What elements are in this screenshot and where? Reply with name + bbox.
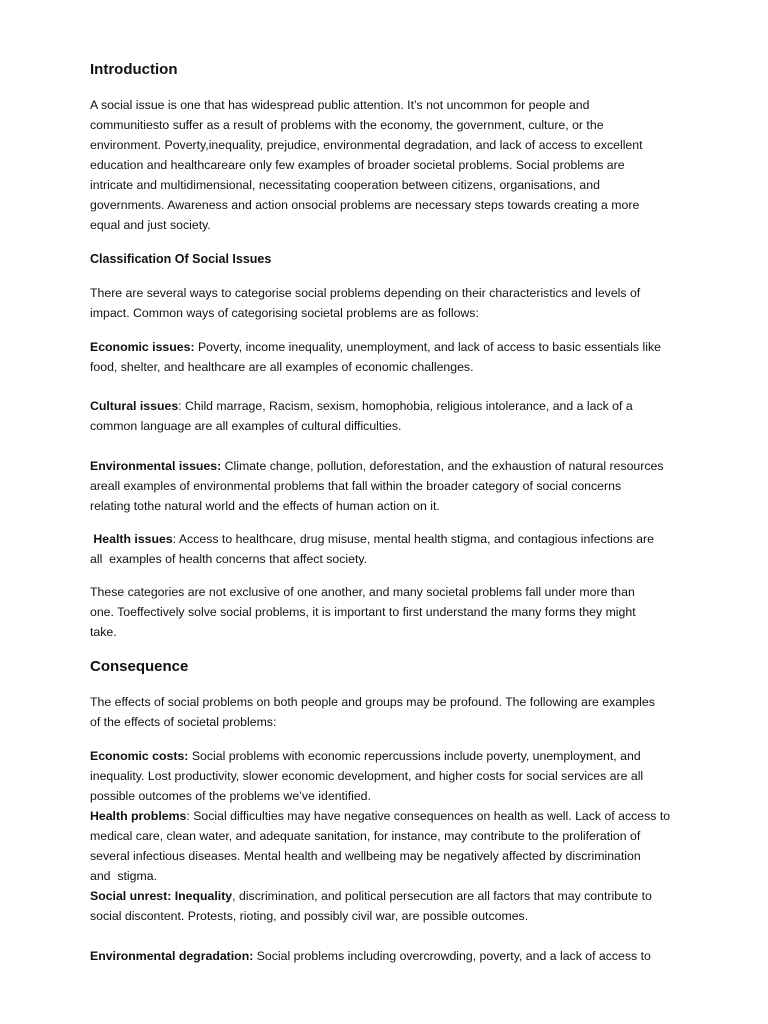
label-health-problems: Health problems xyxy=(90,809,187,823)
text-line: governments. Awareness and action onsocial problems are necessary steps towards creating a more xyxy=(90,198,640,212)
text-line: common language are all examples of cultural difficulties. xyxy=(90,419,402,433)
text-line: impact. Common ways of categorising societal problems are as follows: xyxy=(90,306,479,320)
label-separator: : xyxy=(167,889,175,903)
heading-introduction: Introduction xyxy=(90,61,178,78)
text-fragment: Social problems including overcrowding, poverty, and a lack of access to xyxy=(253,949,651,963)
text-line: medical care, clean water, and adequate sanitation, for instance, may contribute to the proliferation of xyxy=(90,829,641,843)
text-line: intricate and multidimensional, necessitating cooperation between citizens, organisations, and xyxy=(90,178,600,192)
paragraph-introduction xyxy=(90,95,680,235)
text-line: inequality. Lost productivity, slower economic development, and higher costs for social services are all xyxy=(90,769,644,783)
text-line: all examples of health concerns that affect society. xyxy=(90,552,368,566)
text-fragment: Poverty, income inequality, unemployment, and lack of access to basic essentials like xyxy=(194,340,661,354)
label-social-unrest: Social unrest xyxy=(90,889,168,903)
label-health-issues: Health issues xyxy=(90,532,173,546)
label-inequality: Inequality xyxy=(174,889,233,903)
paragraph-cultural-issues xyxy=(90,396,680,436)
text-line xyxy=(90,529,680,549)
text-line: There are several ways to categorise social problems depending on their characteristics and levels of xyxy=(90,286,641,300)
label-environmental-issues: Environmental issues: xyxy=(90,459,222,473)
text-line: food, shelter, and healthcare are all examples of economic challenges. xyxy=(90,360,474,374)
text-line: These categories are not exclusive of one another, and many societal problems fall under more than xyxy=(90,585,635,599)
text-fragment: : Access to healthcare, drug misuse, mental health stigma, and contagious infections are xyxy=(172,532,654,546)
text-line: and stigma. xyxy=(90,869,157,883)
text-line: take. xyxy=(90,625,117,639)
label-cultural-issues: Cultural issues xyxy=(90,399,179,413)
text-line: education and healthcareare only few examples of broader societal problems. Social problems are xyxy=(90,158,625,172)
label-environmental-degradation: Environmental degradation: xyxy=(90,949,254,963)
text-line: possible outcomes of the problems we’ve identified. xyxy=(90,789,371,803)
text-line xyxy=(90,337,680,357)
text-line xyxy=(90,886,680,906)
text-line: equal and just society. xyxy=(90,218,211,232)
text-line xyxy=(90,806,680,826)
text-line: one. Toeffectively solve social problems, it is important to first understand the many forms they might xyxy=(90,605,636,619)
heading-classification: Classification Of Social Issues xyxy=(90,252,272,266)
paragraph-effects-list xyxy=(90,746,680,926)
text-fragment: Climate change, pollution, deforestation, and the exhaustion of natural resources xyxy=(221,459,664,473)
paragraph-health-issues xyxy=(90,529,680,569)
text-fragment: : Social difficulties may have negative consequences on health as well. Lack of access to xyxy=(186,809,671,823)
text-line xyxy=(90,456,680,476)
text-fragment: , discrimination, and political persecution are all factors that may contribute to xyxy=(232,889,652,903)
text-line xyxy=(90,396,680,416)
text-line: areall examples of environmental problems that fall within the broader category of social concerns xyxy=(90,479,622,493)
text-fragment: : Child marrage, Racism, sexism, homophobia, religious intolerance, and a lack of a xyxy=(178,399,633,413)
text-line: several infectious diseases. Mental health and wellbeing may be negatively affected by discrimination xyxy=(90,849,641,863)
text-line xyxy=(90,946,680,966)
heading-consequence: Consequence xyxy=(90,658,189,675)
paragraph-environmental-degradation xyxy=(90,946,680,966)
text-line: The effects of social problems on both people and groups may be profound. The following are examples xyxy=(90,695,655,709)
text-line: social discontent. Protests, rioting, and possibly civil war, are possible outcomes. xyxy=(90,909,529,923)
label-economic-issues: Economic issues: xyxy=(90,340,195,354)
paragraph-consequence-intro xyxy=(90,692,680,732)
text-line: relating tothe natural world and the effects of human action on it. xyxy=(90,499,440,513)
text-fragment: Social problems with economic repercussions include poverty, unemployment, and xyxy=(188,749,641,763)
text-line: A social issue is one that has widespread public attention. It’s not uncommon for people and xyxy=(90,98,590,112)
text-line: environment. Poverty,inequality, prejudice, environmental degradation, and lack of access to excellent xyxy=(90,138,643,152)
label-economic-costs: Economic costs: xyxy=(90,749,189,763)
paragraph-environmental-issues xyxy=(90,456,680,516)
paragraph-economic-issues xyxy=(90,337,680,377)
text-line xyxy=(90,746,680,766)
paragraph-classification-closing xyxy=(90,582,680,642)
text-line: of the effects of societal problems: xyxy=(90,715,277,729)
paragraph-classification-intro xyxy=(90,283,680,323)
text-line: communitiesto suffer as a result of problems with the economy, the government, culture, or the xyxy=(90,118,604,132)
